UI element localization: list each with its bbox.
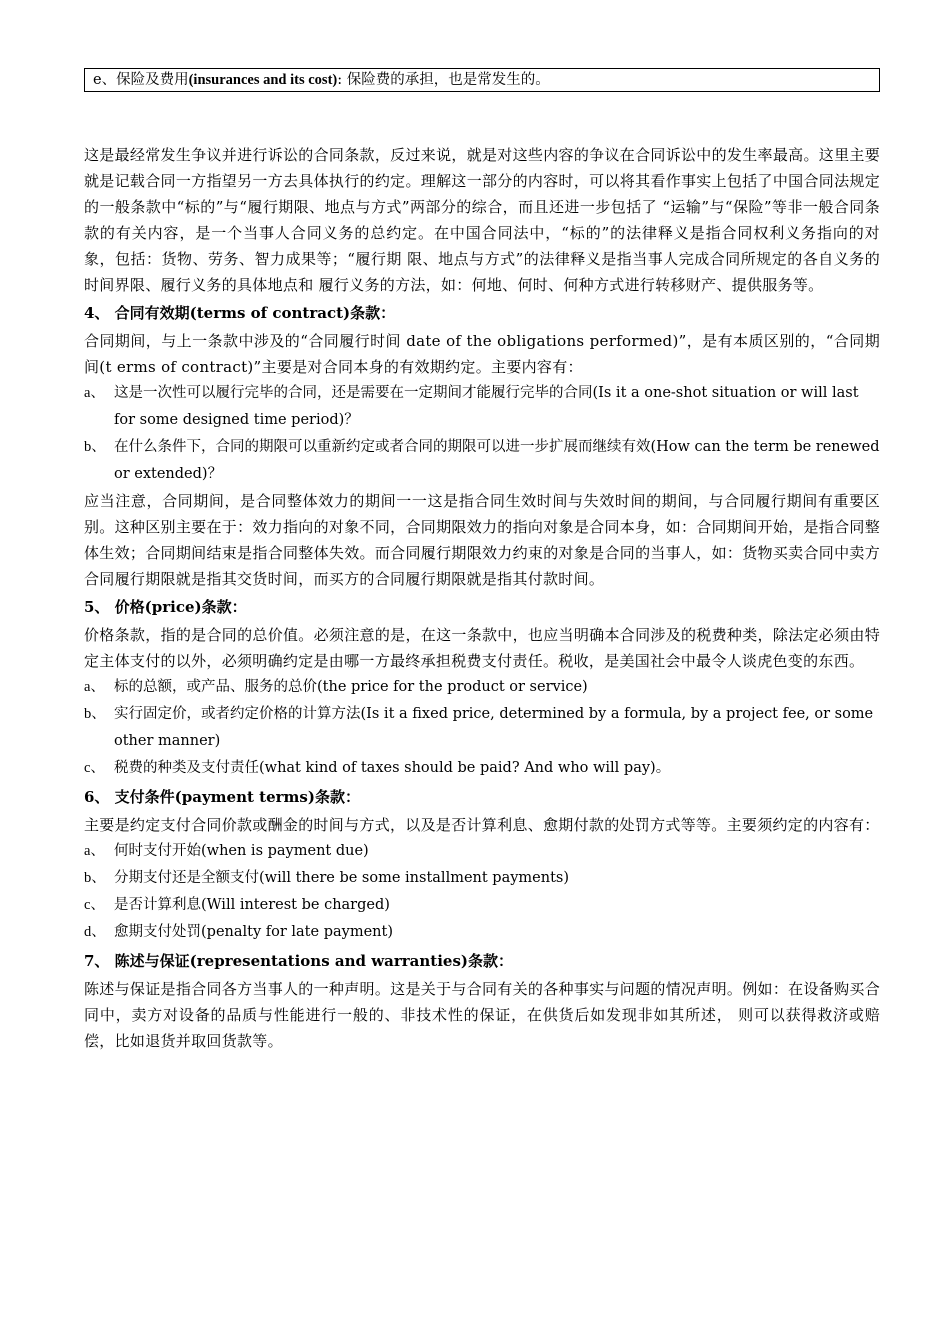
- list-item: [84, 892, 880, 919]
- list-item-label: d、: [84, 924, 106, 940]
- list-item-label: c、: [84, 897, 105, 913]
- list-item-text: 愈期支付处罚(penalty for late payment): [114, 924, 393, 940]
- list-item: [84, 380, 880, 434]
- list-item: [84, 838, 880, 865]
- list-item-text: 在什么条件下，合同的期限可以重新约定或者合同的期限可以进一步扩展而继续有效(How can the term be renewed or extended)？: [114, 439, 880, 482]
- list-item: [84, 701, 880, 755]
- list-item-label: a、: [84, 385, 105, 401]
- box-text-pre: e、保险及费用: [93, 72, 189, 88]
- section-6-paragraph-1: 主要是约定支付合同价款或酬金的时间与方式，以及是否计算利息、愈期付款的处罚方式等等。主要须约定的内容有：: [84, 816, 880, 834]
- list-item-label: c、: [84, 760, 105, 776]
- intro-paragraph: 这是最经常发生争议并进行诉讼的合同条款，反过来说，就是对这些内容的争议在合同诉讼中的发生率最高。这里主要就是记载合同一方指望另一方去具体执行的约定。理解这一部分的内容时，可以将其看作事实上包括了中国合同法规定的一般条款中“标的”与“履行期限、地点与方式”两部分的综合，而且还进一步包括了 “运输”与“保险”等非一般合同条款的有关内容，是一个当事人合同义务的总约定。在中国合同法中，“标的”的法律释义是指合同权利义务指向的对象，包括：货物、劳务、智力成果等；“履行期 限、地点与方式”的法律释义是指当事人完成合同所规定的各自义务的时间界限、履行义务的具体地点和 履行义务的方法，如：何地、何时、何种方式进行转移财产、提供服务等。: [84, 146, 880, 294]
- box-text-post: : 保险费的承担，也是常发生的。: [337, 72, 550, 88]
- list-item-label: a、: [84, 843, 105, 859]
- list-item-text: 标的总额，或产品、服务的总价(the price for the product or service): [114, 679, 588, 695]
- section-7-heading: 7、 陈述与保证(representations and warranties)条款：: [84, 952, 513, 970]
- list-item: [84, 755, 880, 782]
- list-item-text: 税费的种类及支付责任(what kind of taxes should be paid? And who will pay)。: [114, 760, 671, 776]
- list-item-text: 实行固定价，或者约定价格的计算方法(Is it a fixed price, determined by a formula, by a project fee, or some other manner): [114, 706, 874, 749]
- list-item-text: 这是一次性可以履行完毕的合同，还是需要在一定期间才能履行完毕的合同(Is it a one-shot situation or will last for some designed time period)？: [114, 385, 859, 428]
- list-item-label: a、: [84, 679, 105, 695]
- list-item-text: 分期支付还是全额支付(will there be some installment payments): [114, 870, 570, 886]
- section-4-paragraph-1: 合同期间，与上一条款中涉及的“合同履行时间 date of the obligations performed)”，是有本质区别的，“合同期间(t erms of contract)”主要是对合同本身的有效期约定。主要内容有：: [84, 332, 880, 376]
- list-item-label: b、: [84, 870, 106, 886]
- list-item-text: 是否计算利息(Will interest be charged): [114, 897, 390, 913]
- section-7-paragraph-1: 陈述与保证是指合同各方当事人的一种声明。这是关于与合同有关的各种事实与问题的情况声明。例如：在设备购买合同中，卖方对设备的品质与性能进行一般的、非技术性的保证，在供货后如发现非如其所述， 则可以获得救济或赔偿，比如退货并取回货款等。: [84, 980, 880, 1050]
- section-4-heading: 4、 合同有效期(terms of contract)条款：: [84, 304, 396, 322]
- section-5-heading: 5、 价格(price)条款：: [84, 598, 247, 616]
- list-item: [84, 919, 880, 946]
- list-item-label: b、: [84, 439, 106, 455]
- document-page: [84, 68, 880, 1054]
- list-item-text: 何时支付开始(when is payment due): [114, 843, 369, 859]
- box-text-bold: (insurances and its cost): [188, 72, 338, 88]
- section-5-paragraph-1: 价格条款，指的是合同的总价值。必须注意的是，在这一条款中，也应当明确本合同涉及的税费种类，除法定必须由特定主体支付的以外，必须明确约定是由哪一方最终承担税费支付责任。税收，是美国社会中最令人谈虎色变的东西。: [84, 626, 880, 670]
- list-item-label: b、: [84, 706, 106, 722]
- list-item: [84, 674, 880, 701]
- section-6-heading: 6、 支付条件(payment terms)条款：: [84, 788, 360, 806]
- section-4-paragraph-2: 应当注意，合同期间，是合同整体效力的期间一一这是指合同生效时间与失效时间的期间，与合同履行期间有重要区别。这种区别主要在于：效力指向的对象不同，合同期限效力的指向对象是合同本身，如：合同期间开始，是指合同整体生效；合同期间结束是指合同整体失效。而合同履行期限效力约束的对象是合同的当事人，如：货物买卖合同中卖方合同履行期限就是指其交货时间，而买方的合同履行期限就是指其付款时间。: [84, 492, 880, 588]
- insurance-item-box: [84, 68, 880, 92]
- list-item: [84, 865, 880, 892]
- list-item: [84, 434, 880, 488]
